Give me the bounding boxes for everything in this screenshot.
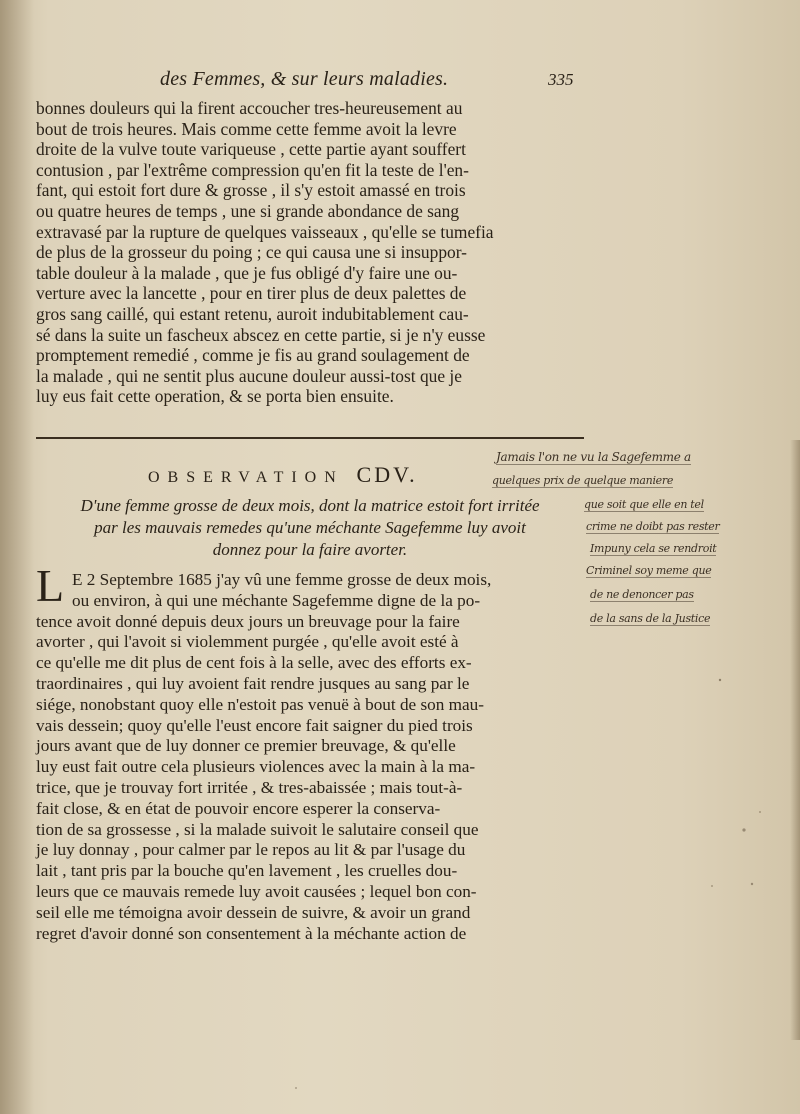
subtitle-line: par les mauvais remedes qu'une méchante Sagefemme luy avoit <box>94 518 526 537</box>
text-line: luy eus fait cette operation, & se porta bien ensuite. <box>36 386 394 407</box>
marginalia-line: quelques prix de quelque maniere <box>492 474 674 487</box>
observation-label: OBSERVATION <box>148 469 344 486</box>
text-line: fait close, & en état de pouvoir encore esperer la conserva- <box>36 798 441 818</box>
marginalia-line: de la sans de la Justice <box>590 612 711 625</box>
observation-number: CDV. <box>356 462 418 487</box>
handwritten-marginalia <box>492 448 792 638</box>
text-line: sé dans la suite un fascheux abscez en cette partie, si je n'y eusse <box>36 324 486 345</box>
text-line: ou environ, à qui une méchante Sagefemme digne de la po- <box>72 590 481 610</box>
text-line: vais dessein; quoy qu'elle l'eust encore fait saigner du pied trois <box>36 715 473 735</box>
drop-cap: L <box>36 560 65 611</box>
text-line: je luy donnay , pour calmer par le repos au lit & par l'usage du <box>36 840 466 860</box>
marginalia-line: que soit que elle en tel <box>584 498 704 511</box>
text-line: bonnes douleurs qui la firent accoucher tres-heureusement au <box>36 98 463 118</box>
marginalia-line: de ne denoncer pas <box>590 588 694 601</box>
page-number: 335 <box>548 70 574 89</box>
text-line: tence avoit donné depuis deux jours un breuvage pour la faire <box>36 611 460 631</box>
subtitle-line: donnez pour la faire avorter. <box>212 540 408 559</box>
text-line: bout de trois heures. Mais comme cette femme avoit la levre <box>36 118 457 139</box>
text-line: trice, que je trouvay fort irritée , & tres-abaissée ; mais tout-à- <box>36 777 463 797</box>
text-line: ce qu'elle me dit plus de cent fois à la selle, avec des efforts ex- <box>36 653 472 673</box>
text-line: extravasé par la rupture de quelques vaisseaux , qu'elle se tumefia <box>36 221 494 242</box>
text-line: contusion , par l'extrême compression qu'en fit la teste de l'en- <box>36 159 469 180</box>
marginalia-line: crime ne doibt pas rester <box>586 520 720 533</box>
text-line: gros sang caillé, qui estant retenu, auroit indubitablement cau- <box>36 303 469 324</box>
text-line: promptement remedié , comme je fis au grand soulagement de <box>36 345 470 366</box>
text-line: la malade , qui ne sentit plus aucune douleur aussi-tost que je <box>36 365 462 386</box>
text-line: table douleur à la malade , que je fus obligé d'y faire une ou- <box>36 262 458 283</box>
text-line: regret d'avoir donné son consentement à la méchante action de <box>36 923 467 943</box>
text-line: E 2 Septembre 1685 j'ay vû une femme grosse de deux mois, <box>72 570 492 589</box>
text-line: fant, qui estoit fort dure & grosse , il s'y estoit amassé en trois <box>36 180 466 201</box>
text-line: de plus de la grosseur du poing ; ce qui causa une si insuppor- <box>36 242 467 263</box>
subtitle-line: D'une femme grosse de deux mois, dont la matrice estoit fort irritée <box>80 496 540 515</box>
text-line: droite de la vulve toute variqueuse , cette partie ayant souffert <box>36 139 466 160</box>
marginalia-line: Criminel soy meme que <box>586 564 712 577</box>
section-rule <box>36 437 584 439</box>
text-line: siége, nonobstant quoy elle n'estoit pas venuë à bout de son mau- <box>36 694 484 714</box>
gutter-shadow <box>0 0 34 1114</box>
running-head: des Femmes, & sur leurs maladies. <box>160 68 449 90</box>
marginalia-line: Impuny cela se rendroit <box>590 542 717 555</box>
body-text <box>36 98 584 407</box>
text-line: luy eust fait outre cela plusieurs violences avec la main à la ma- <box>36 757 476 777</box>
text-line: ou quatre heures de temps , une si grande abondance de sang <box>36 200 460 221</box>
observation-heading <box>148 462 418 488</box>
marginalia-line: Jamais l'on ne vu la Sagefemme a <box>496 450 691 464</box>
text-line: tion de sa grossesse , si la malade suivoit le salutaire conseil que <box>36 819 479 839</box>
text-line: lait , tant pris par la bouche qu'en lavement , les cruelles dou- <box>36 861 458 881</box>
text-line: leurs que ce mauvais remede luy avoit causées ; lequel bon con- <box>36 881 477 901</box>
text-line: verture avec la lancette , pour en tirer plus de deux palettes de <box>36 283 467 304</box>
text-line: jours avant que de luy donner ce premier breuvage, & qu'elle <box>36 736 456 756</box>
text-line: traordinaires , qui luy avoient fait rendre jusques au sang par le <box>36 673 470 693</box>
text-line: avorter , qui l'avoit si violemment purgée , qu'elle avoit esté à <box>36 632 459 652</box>
text-line: seil elle me témoigna avoir dessein de suivre, & avoir un grand <box>36 902 471 922</box>
